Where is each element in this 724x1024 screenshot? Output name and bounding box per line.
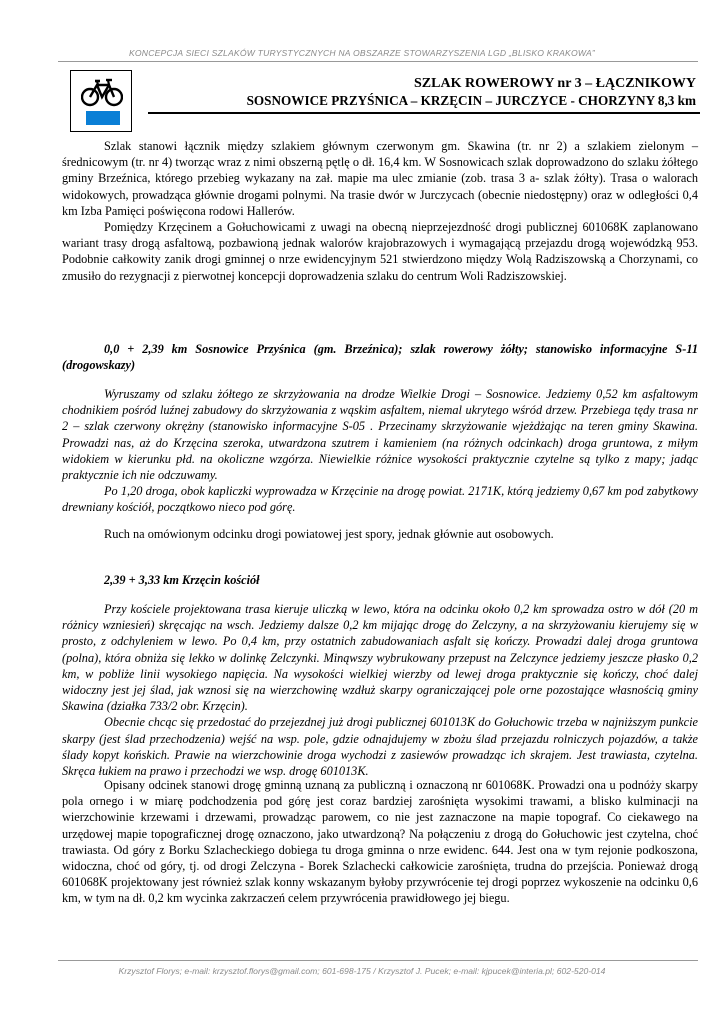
section2-closing: Opisany odcinek stanowi drogę gminną uznaną za publiczną i oznaczoną nr 601068K. Prowadzi ona u podnóży skarpy pola ornego i w miarę podchodzenia pod górę jest coraz bardziej zarośnięta wysokimi trawami, a blisko kulminacji na wierzchowinie krzewami i drzewami, prowadząc parowem, co nie jest zaznaczone na mapie topograf. Co ciekawego na urzędowej mapie topograficznej drogę oznaczono, jako utwardzoną? Na połączeniu z drogą do Gołuchowic jest czytelna, choć trawiasta. Od góry z Borku Szlacheckiego dobiega tu droga gminna o nrze ewidenc. 644. Jest ona w tym rejonie podkoszona, widoczna, choć od góry, tj. od drogi Zelczyna - Borek Szlachecki całkowicie zarośnięta, trudna do przejścia. Ponieważ drogą 601068K projektowany jest również szlak konny wskazanym byłoby przywrócenie tej drogi poprzez wykoszenie na odcinku 0,6 km, w tym na dł. 0,2 km wycinka zakrzaczeń celem przywrócenia prawidłowego jej biegu. xyxy=(62,778,698,906)
footer-rule xyxy=(58,960,698,961)
running-footer: Krzysztof Florys; e-mail: krzysztof.florys@gmail.com; 601-698-175 / Krzysztof J. Pucek; e-mail: kjpucek@interia.pl; 602-520-014 xyxy=(118,966,606,976)
section1-note-block xyxy=(62,526,698,542)
section2-heading-block xyxy=(62,572,698,588)
title-rule xyxy=(148,112,700,114)
section2-paragraph: Przy kościele projektowana trasa kieruje uliczką w lewo, która na odcinku około 0,2 km sprowadza ostro w dół (20 m różnicy wzniesień) skręcając na wsch. Jedziemy dalsze 0,2 km mijając drogę do Zelczyny, a na skrzyżowaniu kierujemy się w prosto, z odchyleniem w lewo. Po 0,4 km, przy ostatnich zabudowaniach asfalt się kończy. Prowadzi dalej droga gruntowa (polna), która obniża się lekko w dolinkę Zelczynki. Minąwszy wybrukowany przepust na Zelczynce jedziemy jeszcze płasko 0,2 km, w pobliże linii wysokiego napięcia. Na wysokości wielkiej wierzby od lewej droga praktycznie się kończy, choć dalej widoczny jest jej ślad, jak wznosi się na wierzchowinę wzdłuż skarpy ograniczającej pole orne pozostające własnością gminy Skawina (działka 733/2 obr. Krzęcin). xyxy=(62,602,698,714)
trail-route: SOSNOWICE PRZYŚNICA – KRZĘCIN – JURCZYCE - CHORZYNY 8,3 km xyxy=(246,93,696,108)
section1-heading: 0,0 + 2,39 km Sosnowice Przyśnica (gm. Brzeźnica); szlak rowerowy żółty; stanowisko informacyjne S-11 (drogowskazy) xyxy=(62,342,698,373)
trail-color-marker xyxy=(86,111,120,125)
bike-trail-logo xyxy=(70,70,132,132)
section2-text xyxy=(62,601,698,779)
section1-text xyxy=(62,386,698,516)
section2-closing-block xyxy=(62,777,698,907)
section1-note: Ruch na omówionym odcinku drogi powiatowej jest spory, jednak głównie aut osobowych. xyxy=(104,527,554,541)
intro-text xyxy=(62,138,698,284)
section1-paragraph: Wyruszamy od szlaku żółtego ze skrzyżowania na drodze Wielkie Drogi – Sosnowice. Jedziemy 0,52 km asfaltowym chodnikiem pośród luźnej zabudowy do skrzyżowania z wąskim asfaltem, niemal ukrytego wśród drzew. Przebiega tędy trasa nr 2 – szlak czerwony okrężny (stanowisko informacyjne S-05 . Przecinamy skrzyżowanie wjeżdżając na teren gminy Skawina. Prowadzi nas, aż do Krzęcina szeroka, utwardzona szutrem i kamieniem (na różnych odcinkach) droga gruntowa, z miłym widokiem w kierunku płd. na okoliczne wzgórza. Niewielkie różnice wysokości praktycznie czytelne są tylko z mapy; jadąc praktycznie ich nie odczuwamy. xyxy=(62,387,698,483)
bicycle-icon xyxy=(81,77,123,107)
header-rule xyxy=(58,61,698,62)
section1-heading-block xyxy=(62,341,698,373)
intro-paragraph: Szlak stanowi łącznik między szlakiem głównym czerwonym gm. Skawina (tr. nr 2) a szlakiem zielonym – średnicowym (tr. nr 4) tworząc wraz z nimi obszerną pętlę o dł. 16,4 km. W Sosnowicach szlak doprowadzono do szlaku żółtego gminy Brzeźnica, którego przebieg wykazany na zał. mapie ma ulec zmianie (zob. trasa 3 a- szlak żółty). Trasa o walorach widokowych, prowadząca głównie drogami polnymi. Na trasie dwór w Jurczycach (obecnie niedostępny) oraz w odległości 0,4 km Izba Pamięci poświęcona rodowi Hallerów. xyxy=(62,139,698,218)
section2-paragraph: Obecnie chcąc się przedostać do przejezdnej już drogi publicznej 601013K do Gołuchowic trzeba w najniższym punkcie skarpy (jest ślad przechodzenia) wejść na wsp. pole, gdzie odnajdujemy w zbożu ślad przejazdu rolniczych pojazdów, a także ślady kopyt końskich. Prawie na wierzchowinie droga wychodzi z zasiewów prowadząc ich skrajem. Jest trawiasta, czytelna. Skręca łukiem na prawo i przechodzi we wsp. drogę 601013K. xyxy=(62,715,698,779)
running-header: KONCEPCJA SIECI SZLAKÓW TURYSTYCZNYCH NA OBSZARZE STOWARZYSZENIA LGD „BLISKO KRAKOWA” xyxy=(128,48,595,58)
trail-title: SZLAK ROWEROWY nr 3 – ŁĄCZNIKOWY xyxy=(414,76,696,91)
section2-heading: 2,39 + 3,33 km Krzęcin kościół xyxy=(104,573,260,587)
intro-paragraph: Pomiędzy Krzęcinem a Gołuchowicami z uwagi na obecną nieprzejezdność drogi publicznej 601068K zaplanowano wariant trasy drogą asfaltową, pozbawioną jednak walorów krajobrazowych i wymagającą przejazdu drogą wojewódzką 953. Podobnie całkowity zanik drogi gminnej o nrze ewidencyjnym 521 stwierdzono między Wolą Radziszowską a Chorzynami, co zmusiło do rezygnacji z pierwotnej koncepcji doprowadzenia szlaku do centrum Woli Radziszowskiej. xyxy=(62,220,698,283)
section1-paragraph: Po 1,20 droga, obok kapliczki wyprowadza w Krzęcinie na drogę powiat. 2171K, którą jedziemy 0,67 km pod zabytkowy drewniany kościół, początkowo nieco pod górę. xyxy=(62,484,698,515)
